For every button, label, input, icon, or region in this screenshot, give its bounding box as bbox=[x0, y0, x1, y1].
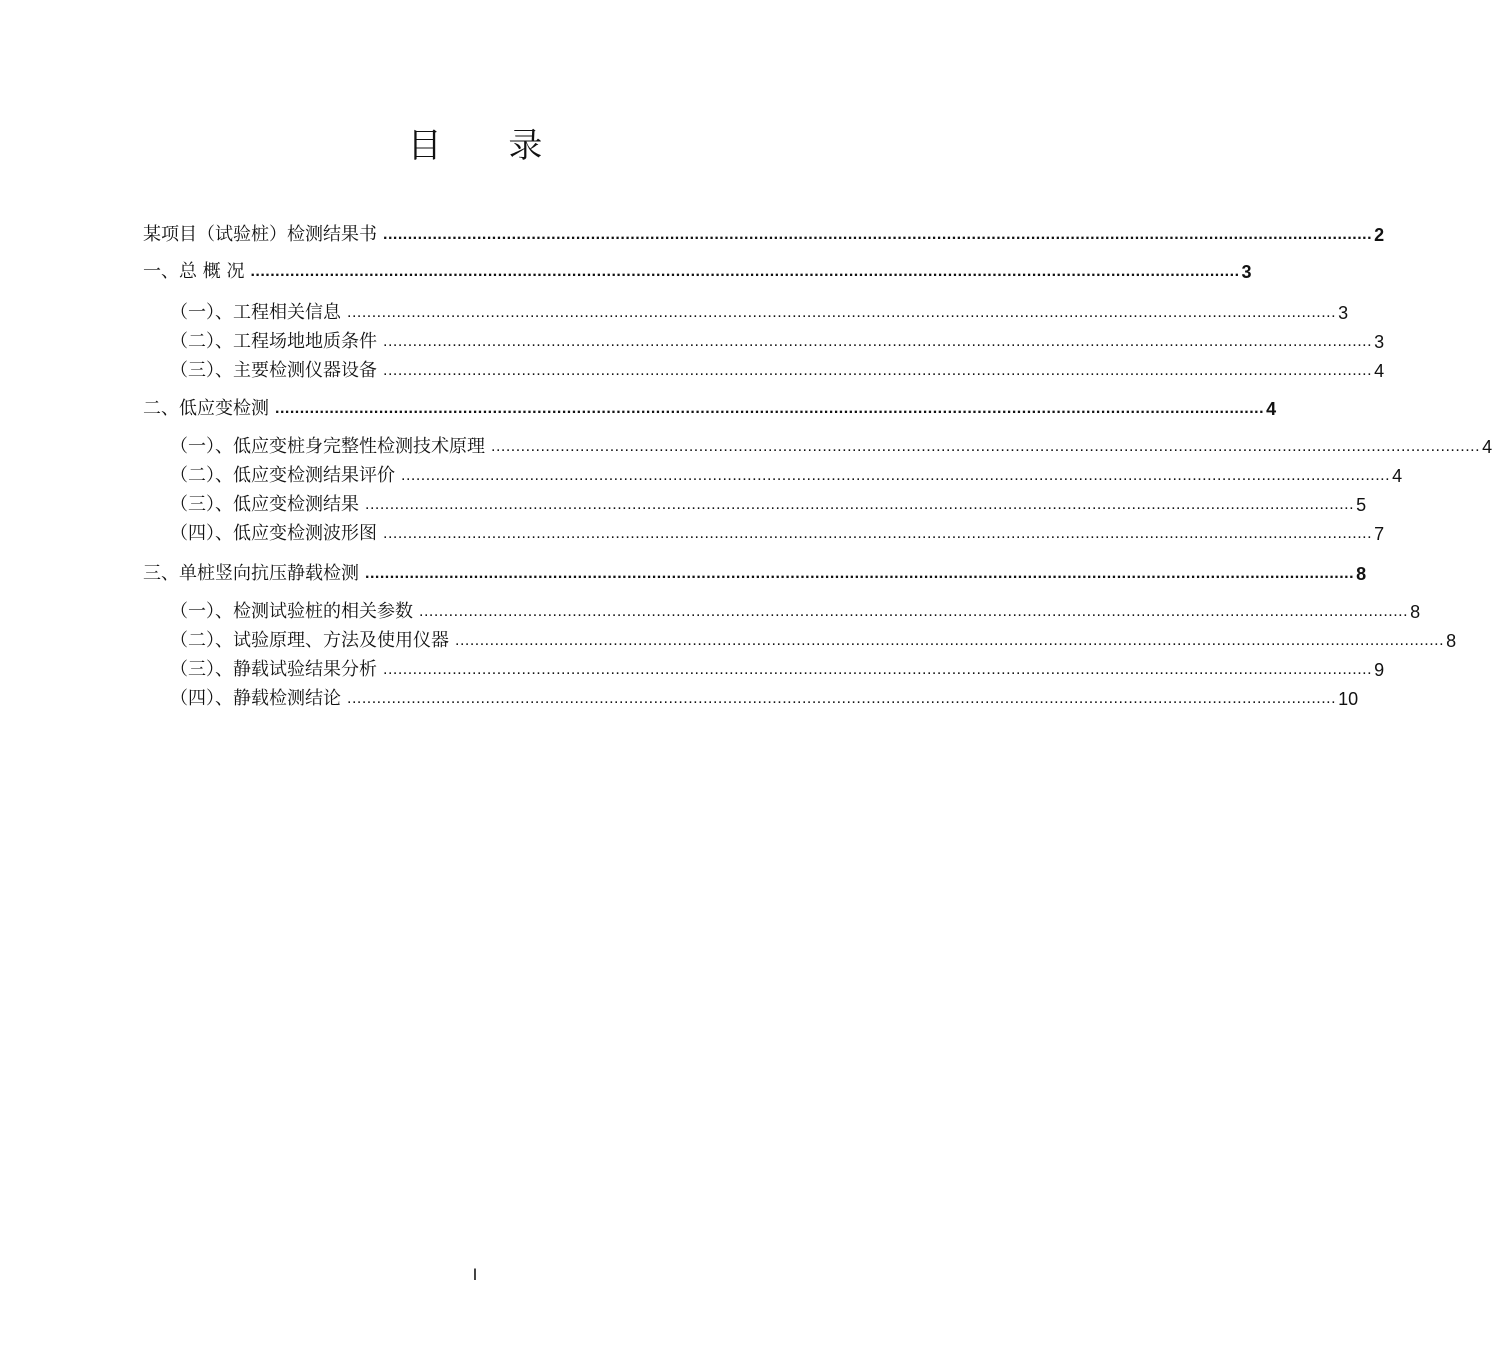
toc-entry-page-number: 3 bbox=[1374, 332, 1385, 352]
toc-entry-page-number: 8 bbox=[1410, 602, 1421, 622]
toc-entry-label: （四）、低应变检测波形图 bbox=[170, 523, 377, 544]
toc-entry[interactable] bbox=[170, 599, 1421, 623]
toc-entry-page-number: 3 bbox=[1241, 262, 1252, 282]
toc-entry-page-number: 2 bbox=[1374, 225, 1385, 245]
toc-entry-page-number: 8 bbox=[1446, 631, 1457, 651]
toc-entry-label: （二）、试验原理、方法及使用仪器 bbox=[170, 630, 449, 651]
toc-entry-label: （一）、检测试验桩的相关参数 bbox=[170, 601, 413, 622]
toc-entry-page-number: 7 bbox=[1374, 524, 1385, 544]
toc-entry-label: （一）、低应变桩身完整性检测技术原理 bbox=[170, 436, 485, 457]
toc-entry-page-number: 10 bbox=[1338, 689, 1359, 709]
toc-dot-leader: ........................................................................................................................................................................................................ bbox=[383, 226, 1373, 243]
toc-entry-label: （三）、静载试验结果分析 bbox=[170, 659, 377, 680]
toc-entry-page-number: 4 bbox=[1374, 361, 1385, 381]
toc-entry-label: 三、单桩竖向抗压静载检测 bbox=[143, 563, 359, 584]
toc-entry[interactable] bbox=[170, 434, 1492, 458]
toc-entry[interactable] bbox=[170, 686, 1359, 710]
toc-entry-label: 某项目（试验桩）检测结果书 bbox=[143, 224, 377, 245]
toc-entry-page-number: 4 bbox=[1266, 399, 1277, 419]
toc-entry[interactable] bbox=[170, 463, 1403, 487]
toc-entry-label: （四）、静载检测结论 bbox=[170, 688, 341, 709]
toc-entry-label: 一、总 概 况 bbox=[143, 261, 245, 282]
toc-dot-leader: ........................................................................................................................................................................................................ bbox=[455, 632, 1445, 649]
toc-entry[interactable] bbox=[143, 259, 1252, 283]
toc-entry[interactable] bbox=[170, 492, 1367, 516]
toc-entry-page-number: 9 bbox=[1374, 660, 1385, 680]
page-title: 目 录 bbox=[407, 126, 571, 166]
toc-entry-label: 二、低应变检测 bbox=[143, 398, 269, 419]
toc-dot-leader: ........................................................................................................................................................................................................ bbox=[250, 263, 1240, 280]
toc-entry-page-number: 3 bbox=[1338, 303, 1349, 323]
toc-dot-leader: ........................................................................................................................................................................................................ bbox=[347, 304, 1337, 321]
toc-dot-leader: ........................................................................................................................................................................................................ bbox=[365, 496, 1355, 513]
toc-entry[interactable] bbox=[170, 521, 1385, 545]
toc-dot-leader: ........................................................................................................................................................................................................ bbox=[365, 565, 1355, 582]
toc-entry[interactable] bbox=[170, 358, 1385, 382]
toc-dot-leader: ........................................................................................................................................................................................................ bbox=[275, 400, 1265, 417]
toc-dot-leader: ........................................................................................................................................................................................................ bbox=[383, 525, 1373, 542]
toc-dot-leader: ........................................................................................................................................................................................................ bbox=[383, 661, 1373, 678]
toc-entry-page-number: 8 bbox=[1356, 564, 1367, 584]
toc-dot-leader: ........................................................................................................................................................................................................ bbox=[401, 467, 1391, 484]
toc-entry[interactable] bbox=[170, 628, 1457, 652]
toc-entry-page-number: 4 bbox=[1392, 466, 1403, 486]
toc-entry[interactable] bbox=[143, 561, 1367, 585]
toc-entry-label: （三）、主要检测仪器设备 bbox=[170, 360, 377, 381]
toc-dot-leader: ........................................................................................................................................................................................................ bbox=[347, 690, 1337, 707]
toc-entry[interactable] bbox=[170, 657, 1385, 681]
toc-dot-leader: ........................................................................................................................................................................................................ bbox=[491, 438, 1481, 455]
toc-dot-leader: ........................................................................................................................................................................................................ bbox=[383, 333, 1373, 350]
toc-dot-leader: ........................................................................................................................................................................................................ bbox=[383, 362, 1373, 379]
toc-entry-page-number: 4 bbox=[1482, 437, 1492, 457]
toc-dot-leader: ........................................................................................................................................................................................................ bbox=[419, 603, 1409, 620]
toc-entry-page-number: 5 bbox=[1356, 495, 1367, 515]
toc-entry-label: （一）、工程相关信息 bbox=[170, 302, 341, 323]
toc-entry[interactable] bbox=[143, 396, 1277, 420]
toc-entry-label: （三）、低应变检测结果 bbox=[170, 494, 359, 515]
toc-entry[interactable] bbox=[170, 300, 1349, 324]
toc-entry[interactable] bbox=[143, 222, 1385, 246]
toc-entry-label: （二）、工程场地地质条件 bbox=[170, 331, 377, 352]
toc-entry-label: （二）、低应变检测结果评价 bbox=[170, 465, 395, 486]
toc-entry[interactable] bbox=[170, 329, 1385, 353]
page-number: I bbox=[472, 1265, 478, 1284]
